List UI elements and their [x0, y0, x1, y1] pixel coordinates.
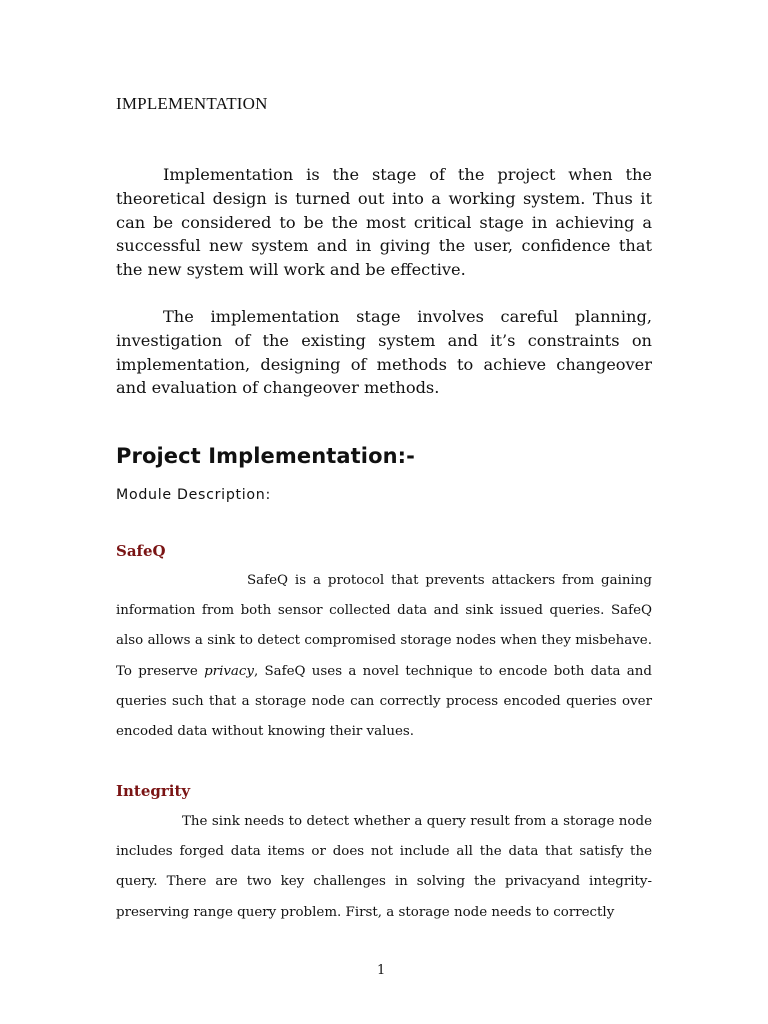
integrity-paragraph: The sink needs to detect whether a query result from a storage node includes forged data items or does not include all the data that satisfy the query. There are two key challenges in solving the privacyand integrity-preserving range query problem. First, a storage node needs to correctly — [116, 814, 652, 920]
integrity-title: Integrity — [116, 782, 191, 800]
safeq-title: SafeQ — [116, 542, 166, 560]
page-heading: IMPLEMENTATION — [116, 94, 268, 113]
privacy-emphasis: privacy — [204, 663, 254, 679]
safeq-paragraph — [116, 566, 652, 747]
module-description-title: Module Description: — [116, 487, 271, 503]
section-title: Project Implementation:- — [116, 444, 415, 468]
intro-paragraph: Implementation is the stage of the project when the theoretical design is turned out into a working system. Thus it can be considered to be the most critical stage in achieving a successful new system and in giving the user, confidence that the new system will work and be effective. — [116, 165, 652, 280]
safeq-text-part-1: SafeQ is a protocol that prevents attackers from gaining information from both sensor collected data and sink issued queries. SafeQ also allows a sink to detect compromised storage nodes when they misbehave. To preserve — [116, 573, 652, 679]
implementation-stage-paragraph: The implementation stage involves careful planning, investigation of the existing system and it’s constraints on implementation, designing of methods to achieve changeover and evaluation of changeover methods. — [116, 307, 652, 398]
safeq-text-part-2: , SafeQ uses a novel technique to encode both data and queries such that a storage node can correctly process encoded queries over encoded data without knowing their values. — [116, 663, 652, 740]
page-number: 1 — [377, 963, 386, 978]
